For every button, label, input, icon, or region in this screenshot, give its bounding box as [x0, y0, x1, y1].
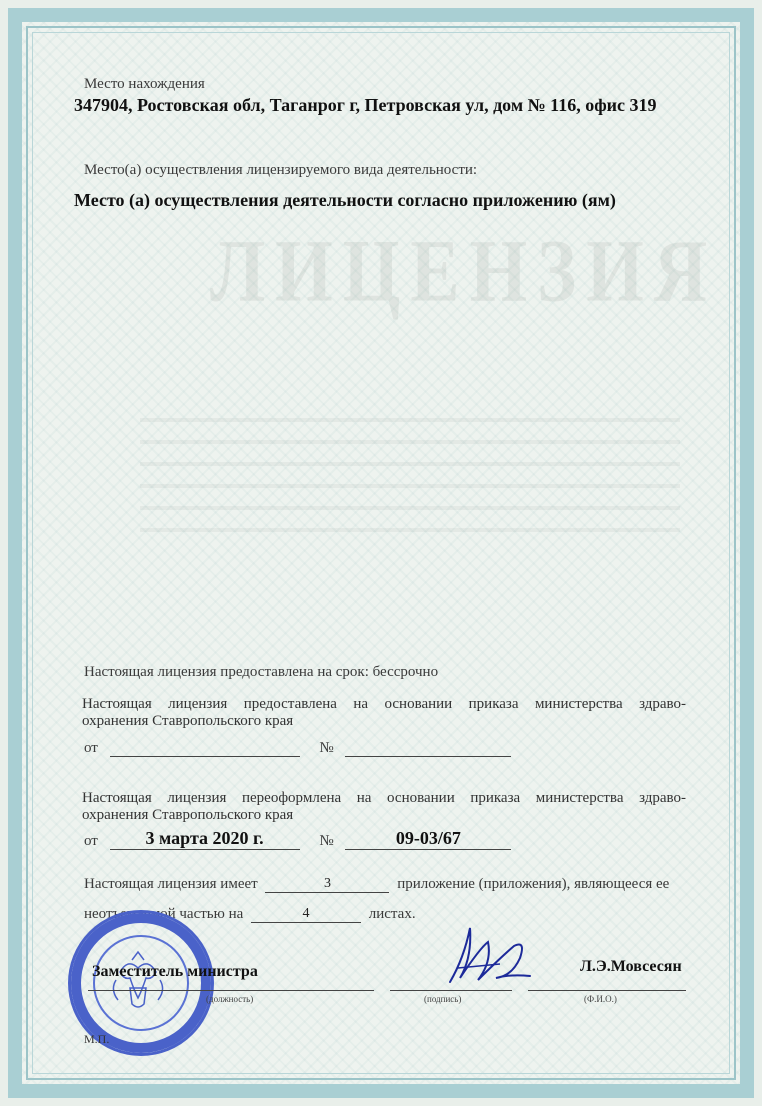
activity-place-label: Место(а) осуществления лицензируемого вида деятельности:: [84, 162, 478, 178]
appendix-row: [84, 876, 669, 893]
reissued-line-1: Настоящая лицензия переоформлена на основании приказа министерства здраво-: [82, 790, 686, 806]
reissued-date: 3 марта 2020 г.: [110, 828, 300, 850]
granted-basis: [82, 696, 686, 730]
granted-line-1: Настоящая лицензия предоставлена на основании приказа министерства здраво-: [82, 696, 686, 712]
reissued-number: 09-03/67: [345, 828, 511, 850]
appendix-prefix: Настоящая лицензия имеет: [84, 876, 258, 892]
reissued-number-label: №: [319, 833, 334, 849]
watermark-text: ЛИЦЕНЗИЯ: [210, 222, 718, 322]
granted-number-label: №: [319, 740, 334, 756]
sheets-prefix: неотъемлемой частью на: [84, 906, 244, 922]
granted-from-label: от: [84, 740, 98, 756]
signatory-position: Заместитель министра: [92, 963, 258, 980]
watermark-lines: [140, 400, 680, 540]
granted-number-field: [345, 740, 511, 757]
position-rule: [88, 990, 374, 991]
signature-rule: [390, 990, 512, 991]
sheets-suffix: листах.: [368, 906, 416, 922]
caption-signature: (подпись): [424, 994, 462, 1004]
granted-line-2: охранения Ставропольского края: [82, 713, 294, 729]
reissued-line-2: охранения Ставропольского края: [82, 807, 294, 823]
caption-name: (Ф.И.О.): [584, 994, 617, 1004]
handwritten-signature-icon: [430, 918, 550, 994]
sheets-count: 4: [251, 906, 361, 923]
granted-from-row: [84, 740, 511, 757]
location-address: 347904, Ростовская обл, Таганрог г, Петровская ул, дом № 116, офис 319: [74, 95, 657, 115]
location-label: Место нахождения: [84, 76, 205, 92]
granted-date-field: [110, 740, 300, 757]
caption-position: (должность): [206, 994, 254, 1004]
appendix-suffix: приложение (приложения), являющееся ее: [397, 876, 670, 892]
reissued-from-label: от: [84, 833, 98, 849]
license-term: Настоящая лицензия предоставлена на срок: бессрочно: [84, 664, 439, 680]
activity-place-value: Место (а) осуществления деятельности согласно приложению (ям): [74, 190, 616, 210]
appendix-count: 3: [265, 876, 389, 893]
name-rule: [528, 990, 686, 991]
reissued-basis: [82, 790, 686, 824]
reissued-from-row: [84, 828, 511, 850]
signatory-name: Л.Э.Мовсесян: [580, 958, 682, 975]
seal-place-mark: М.П.: [84, 1032, 110, 1046]
